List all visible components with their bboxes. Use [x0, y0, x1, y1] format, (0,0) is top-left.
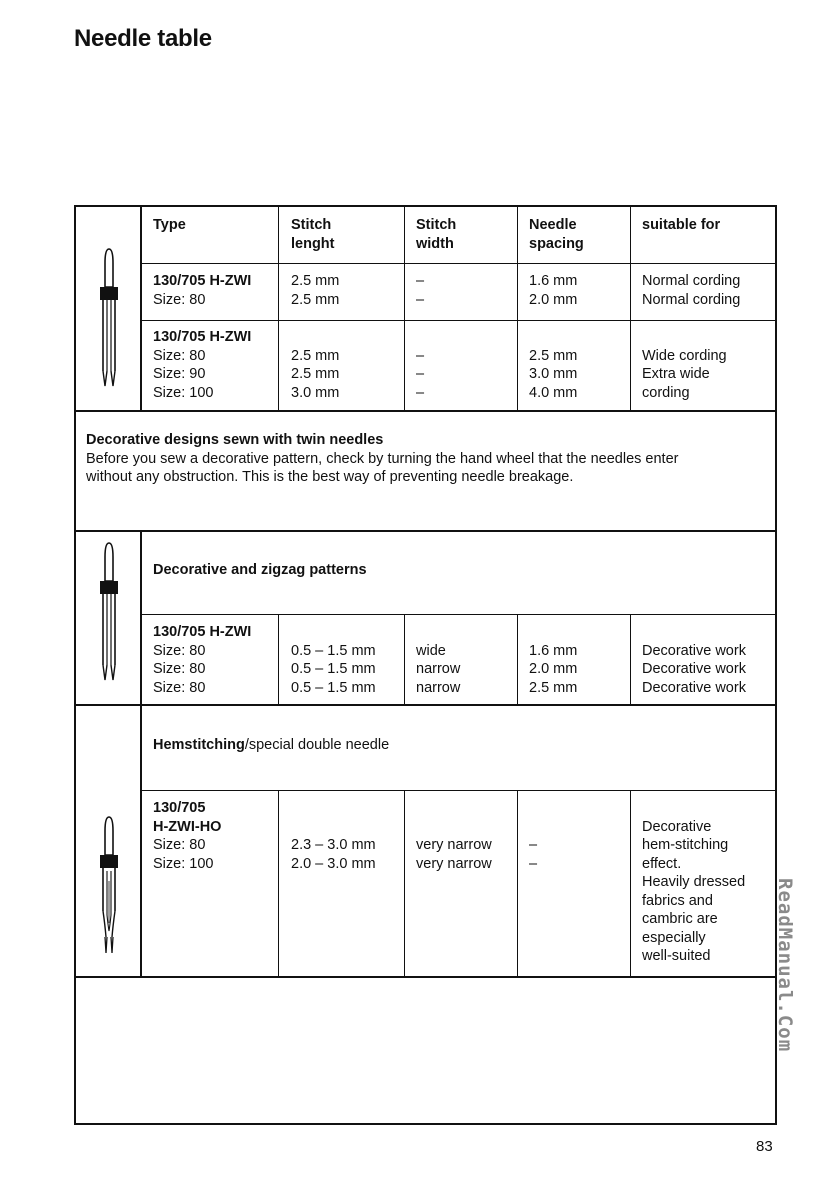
- header-stitch-length: Stitch lenght: [291, 217, 335, 252]
- g2-type-sizes: Size: 80 Size: 80 Size: 80: [153, 642, 206, 696]
- header-type: Type: [153, 217, 186, 233]
- g3-type-name: 130/705 H-ZWI-HO: [153, 800, 222, 835]
- g3-suitable-for: Decorative hem-stitching effect. Heavily dressed fabrics and cambric are especially well-suited: [642, 818, 746, 964]
- g1r2-stitch-length: 2.5 mm 2.5 mm 3.0 mm: [291, 347, 340, 401]
- g1r1-type-name: 130/705 H-ZWI: [153, 273, 252, 289]
- note-text: Before you sew a decorative pattern, check by turning the hand wheel that the needles enter without any obstruction. This is the best way of preventing needle breakage.: [86, 450, 679, 485]
- header-needle-spacing: Needle spacing: [529, 217, 584, 252]
- g3-section-title: [153, 736, 389, 755]
- g1r1-suitable-for: Normal cording Normal cording: [642, 273, 741, 308]
- g2-needle-spacing: 1.6 mm 2.0 mm 2.5 mm: [529, 642, 578, 696]
- header-stitch-width: Stitch width: [416, 217, 457, 252]
- g1r2-type-name: 130/705 H-ZWI: [153, 329, 252, 345]
- needle-table: [74, 205, 777, 1125]
- header-suitable-for: suitable for: [642, 217, 721, 233]
- g1r2-needle-spacing: 2.5 mm 3.0 mm 4.0 mm: [529, 347, 578, 401]
- g3-needle-spacing: – –: [529, 837, 538, 872]
- g1r1-stitch-width: – –: [416, 273, 425, 308]
- twin-needle-icon: [94, 537, 124, 687]
- watermark-text: [772, 870, 798, 1100]
- hemstitch-needle-icon: [94, 811, 124, 961]
- g2-stitch-length: 0.5 – 1.5 mm 0.5 – 1.5 mm 0.5 – 1.5 mm: [291, 642, 376, 696]
- svg-text:ReadManual.Com: ReadManual.Com: [774, 878, 796, 1053]
- g1r1-stitch-length: 2.5 mm 2.5 mm: [291, 273, 340, 308]
- g1r1-type-sizes: Size: 80: [153, 291, 206, 308]
- note-heading: Decorative designs sewn with twin needles: [86, 432, 384, 448]
- g3-stitch-width: very narrow very narrow: [416, 837, 492, 872]
- page-number: 83: [756, 1138, 773, 1155]
- g2-stitch-width: wide narrow narrow: [416, 642, 461, 696]
- g3-section-title-bold: Hemstitching: [153, 737, 245, 753]
- g3-stitch-length: 2.3 – 3.0 mm 2.0 – 3.0 mm: [291, 837, 376, 872]
- g1r2-suitable-for: Wide cording Extra wide cording: [642, 347, 727, 401]
- g3-section-title-rest: /special double needle: [244, 737, 390, 753]
- g2-suitable-for: Decorative work Decorative work Decorative work: [642, 642, 746, 696]
- g1r2-type-sizes: Size: 80 Size: 90 Size: 100: [153, 347, 214, 401]
- twin-needle-icon: [94, 243, 124, 393]
- g2-section-title: Decorative and zigzag patterns: [153, 562, 367, 578]
- g1r2-stitch-width: – – –: [416, 347, 425, 401]
- g2-type-name: 130/705 H-ZWI: [153, 624, 252, 640]
- g3-type-sizes: Size: 80 Size: 100: [153, 837, 214, 872]
- page-title: Needle table: [74, 25, 212, 52]
- g1r1-needle-spacing: 1.6 mm 2.0 mm: [529, 273, 578, 308]
